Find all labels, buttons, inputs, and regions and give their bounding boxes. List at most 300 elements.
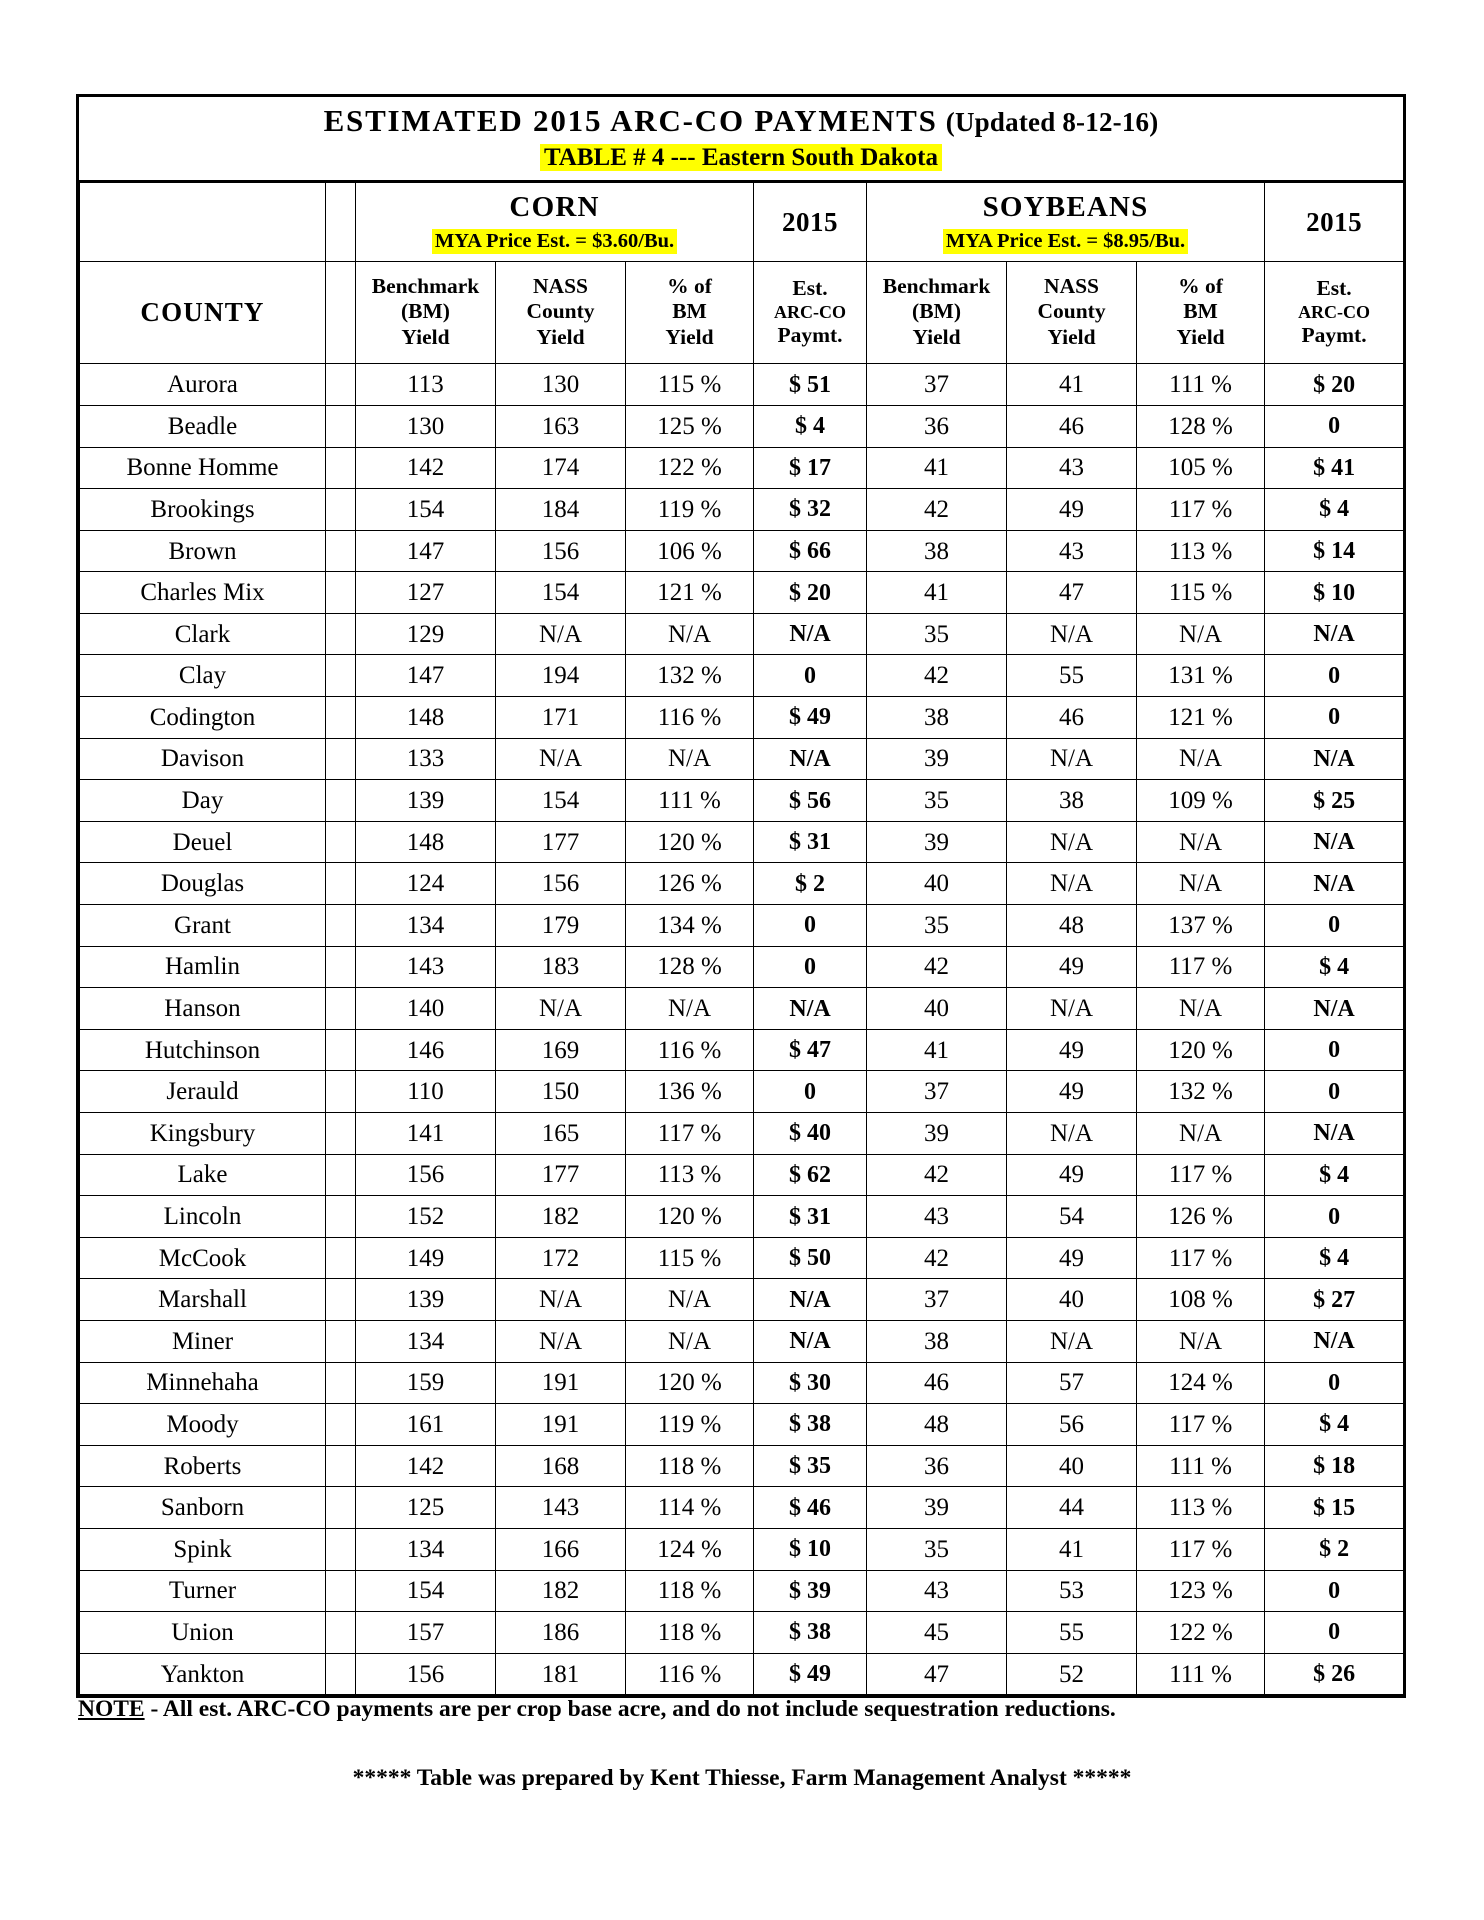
soy-bm-yield: 42 <box>867 946 1007 988</box>
soy-pct-bm: 109 % <box>1137 780 1265 822</box>
corn-bm-yield: 140 <box>356 988 496 1030</box>
corn-bm-yield: 133 <box>356 738 496 780</box>
corn-bm-yield: 141 <box>356 1113 496 1155</box>
table-row <box>80 988 1404 1030</box>
corn-pct-bm: 117 % <box>626 1113 754 1155</box>
corn-nass-line3: Yield <box>536 325 585 350</box>
soy-arc-co-payment: $ 18 <box>1265 1445 1404 1487</box>
corn-nass-line1: NASS <box>533 273 588 298</box>
corn-arc-co-payment: 0 <box>754 655 867 697</box>
group-county-blank <box>80 183 326 262</box>
soy-bm-yield: 40 <box>867 863 1007 905</box>
corn-pct-bm: 119 % <box>626 1404 754 1446</box>
county-name: Deuel <box>80 821 326 863</box>
table-row <box>80 738 1404 780</box>
row-gap <box>326 1154 356 1196</box>
soy-pct-bm: 108 % <box>1137 1279 1265 1321</box>
corn-bm-yield: 142 <box>356 447 496 489</box>
corn-pct-bm: N/A <box>626 613 754 655</box>
row-gap <box>326 1029 356 1071</box>
soy-nass-yield: 52 <box>1007 1653 1137 1695</box>
soy-pct-line1: % of <box>1178 273 1223 298</box>
soy-pct-bm: 126 % <box>1137 1196 1265 1238</box>
corn-pct-bm: 126 % <box>626 863 754 905</box>
soy-arc-co-payment: 0 <box>1265 405 1404 447</box>
corn-arc-co-payment: $ 49 <box>754 1653 867 1695</box>
soy-nass-yield: 40 <box>1007 1445 1137 1487</box>
table-row <box>80 1445 1404 1487</box>
soy-bm-yield: 39 <box>867 738 1007 780</box>
corn-pct-bm: 114 % <box>626 1487 754 1529</box>
corn-bm-yield: 134 <box>356 1320 496 1362</box>
soybeans-mya-price: MYA Price Est. = $8.95/Bu. <box>943 229 1188 254</box>
corn-pct-bm: 132 % <box>626 655 754 697</box>
soy-pct-bm: 111 % <box>1137 1445 1265 1487</box>
soy-nass-yield: 49 <box>1007 489 1137 531</box>
county-name: Charles Mix <box>80 572 326 614</box>
row-gap <box>326 1113 356 1155</box>
soy-bm-yield: 42 <box>867 1237 1007 1279</box>
corn-bm-yield: 113 <box>356 364 496 406</box>
row-gap <box>326 1071 356 1113</box>
county-name: Hamlin <box>80 946 326 988</box>
soy-arc-co-payment: 0 <box>1265 905 1404 947</box>
soy-arc-co-payment: $ 14 <box>1265 530 1404 572</box>
corn-arc-co-payment: $ 62 <box>754 1154 867 1196</box>
table-row <box>80 863 1404 905</box>
soy-pct-bm: 117 % <box>1137 1154 1265 1196</box>
soy-bm-yield: 38 <box>867 697 1007 739</box>
row-gap <box>326 489 356 531</box>
soy-arc-co-payment: 0 <box>1265 1196 1404 1238</box>
soy-pct-bm: 120 % <box>1137 1029 1265 1071</box>
col-header-soy-pct <box>1137 262 1265 364</box>
document-subtitle-line <box>79 144 1403 173</box>
county-name: Brookings <box>80 489 326 531</box>
row-gap <box>326 447 356 489</box>
soy-arc-co-payment: 0 <box>1265 655 1404 697</box>
corn-pct-bm: 115 % <box>626 364 754 406</box>
corn-bm-yield: 148 <box>356 697 496 739</box>
soy-nass-yield: 43 <box>1007 530 1137 572</box>
county-name: Clay <box>80 655 326 697</box>
corn-bm-yield: 148 <box>356 821 496 863</box>
row-gap <box>326 1445 356 1487</box>
corn-bm-yield: 154 <box>356 489 496 531</box>
soy-bm-yield: 39 <box>867 1487 1007 1529</box>
soy-arc-co-payment: $ 10 <box>1265 572 1404 614</box>
soy-pay-line2: ARC-CO <box>1298 301 1371 322</box>
corn-arc-co-payment: N/A <box>754 1320 867 1362</box>
soy-arc-co-payment: 0 <box>1265 697 1404 739</box>
soy-nass-yield: 43 <box>1007 447 1137 489</box>
soy-nass-yield: 49 <box>1007 946 1137 988</box>
soy-bm-yield: 42 <box>867 655 1007 697</box>
county-name: Roberts <box>80 1445 326 1487</box>
corn-nass-yield: N/A <box>496 738 626 780</box>
corn-nass-yield: 179 <box>496 905 626 947</box>
county-name: McCook <box>80 1237 326 1279</box>
corn-arc-co-payment: N/A <box>754 738 867 780</box>
soy-bm-yield: 39 <box>867 1113 1007 1155</box>
corn-arc-co-payment: $ 35 <box>754 1445 867 1487</box>
corn-nass-yield: 143 <box>496 1487 626 1529</box>
corn-nass-yield: 182 <box>496 1196 626 1238</box>
soy-pct-bm: 121 % <box>1137 697 1265 739</box>
county-name: Marshall <box>80 1279 326 1321</box>
soy-nass-yield: 54 <box>1007 1196 1137 1238</box>
county-name: Beadle <box>80 405 326 447</box>
corn-arc-co-payment: N/A <box>754 613 867 655</box>
corn-nass-yield: 183 <box>496 946 626 988</box>
soy-bm-yield: 35 <box>867 905 1007 947</box>
corn-pct-line1: % of <box>667 273 712 298</box>
table-row <box>80 572 1404 614</box>
col-header-soy-benchmark <box>867 262 1007 364</box>
soy-pct-bm: N/A <box>1137 821 1265 863</box>
row-gap <box>326 988 356 1030</box>
corn-arc-co-payment: $ 32 <box>754 489 867 531</box>
corn-arc-co-payment: N/A <box>754 1279 867 1321</box>
soy-nass-yield: N/A <box>1007 1113 1137 1155</box>
corn-pct-bm: 116 % <box>626 1029 754 1071</box>
soy-nass-yield: 53 <box>1007 1570 1137 1612</box>
soy-nass-yield: 49 <box>1007 1071 1137 1113</box>
soy-bm-yield: 45 <box>867 1612 1007 1654</box>
table-row <box>80 364 1404 406</box>
row-gap <box>326 1487 356 1529</box>
table-frame <box>76 94 1406 1698</box>
soy-pct-bm: 132 % <box>1137 1071 1265 1113</box>
group-header-soybeans <box>867 183 1265 262</box>
corn-pct-bm: N/A <box>626 738 754 780</box>
title-updated: (Updated 8-12-16) <box>945 107 1159 137</box>
group-header-corn <box>356 183 754 262</box>
table-row <box>80 613 1404 655</box>
corn-pct-bm: 118 % <box>626 1445 754 1487</box>
corn-nass-yield: 154 <box>496 780 626 822</box>
corn-label: CORN <box>509 190 600 223</box>
soy-nass-yield: 49 <box>1007 1154 1137 1196</box>
soy-arc-co-payment: 0 <box>1265 1071 1404 1113</box>
col-header-corn-benchmark <box>356 262 496 364</box>
corn-nass-yield: 177 <box>496 821 626 863</box>
corn-nass-yield: 174 <box>496 447 626 489</box>
soy-bm-yield: 41 <box>867 447 1007 489</box>
corn-bm-yield: 124 <box>356 863 496 905</box>
soy-arc-co-payment: N/A <box>1265 988 1404 1030</box>
soy-pct-bm: 117 % <box>1137 1528 1265 1570</box>
table-row <box>80 1404 1404 1446</box>
corn-arc-co-payment: $ 38 <box>754 1404 867 1446</box>
corn-bm-line1: Benchmark <box>371 273 480 298</box>
row-gap <box>326 1196 356 1238</box>
table-row <box>80 1029 1404 1071</box>
corn-arc-co-payment: $ 47 <box>754 1029 867 1071</box>
soy-nass-yield: 49 <box>1007 1237 1137 1279</box>
corn-pct-bm: 122 % <box>626 447 754 489</box>
soy-nass-yield: N/A <box>1007 1320 1137 1362</box>
soy-pct-bm: 123 % <box>1137 1570 1265 1612</box>
corn-bm-yield: 129 <box>356 613 496 655</box>
corn-pct-bm: N/A <box>626 1320 754 1362</box>
county-name: Yankton <box>80 1653 326 1695</box>
soy-bm-yield: 37 <box>867 364 1007 406</box>
soy-bm-yield: 43 <box>867 1196 1007 1238</box>
table-row <box>80 1279 1404 1321</box>
col-header-corn-payment <box>754 262 867 364</box>
soy-pct-bm: 122 % <box>1137 1612 1265 1654</box>
corn-arc-co-payment: 0 <box>754 1071 867 1113</box>
soy-bm-yield: 46 <box>867 1362 1007 1404</box>
table-row <box>80 1653 1404 1695</box>
table-row <box>80 1570 1404 1612</box>
corn-pct-bm: 134 % <box>626 905 754 947</box>
county-header-label: COUNTY <box>140 296 265 327</box>
document-title <box>79 103 1403 140</box>
corn-pct-bm: 118 % <box>626 1570 754 1612</box>
corn-pct-bm: 120 % <box>626 1362 754 1404</box>
county-name: Bonne Homme <box>80 447 326 489</box>
corn-nass-yield: 182 <box>496 1570 626 1612</box>
soy-pct-bm: 113 % <box>1137 530 1265 572</box>
corn-arc-co-payment: 0 <box>754 946 867 988</box>
county-name: Union <box>80 1612 326 1654</box>
soy-bm-yield: 38 <box>867 1320 1007 1362</box>
soy-arc-co-payment: 0 <box>1265 1362 1404 1404</box>
soy-bm-line1: Benchmark <box>882 273 991 298</box>
soy-arc-co-payment: $ 4 <box>1265 1404 1404 1446</box>
corn-pct-bm: 113 % <box>626 1154 754 1196</box>
soy-bm-yield: 37 <box>867 1071 1007 1113</box>
group-header-soy-year <box>1265 183 1404 262</box>
soy-bm-yield: 35 <box>867 613 1007 655</box>
soy-arc-co-payment: $ 4 <box>1265 489 1404 531</box>
soy-pct-bm: 117 % <box>1137 1404 1265 1446</box>
corn-nass-yield: 154 <box>496 572 626 614</box>
row-gap <box>326 863 356 905</box>
corn-bm-line2: (BM) <box>401 299 450 324</box>
soy-nass-yield: 46 <box>1007 405 1137 447</box>
soy-nass-yield: N/A <box>1007 821 1137 863</box>
corn-bm-yield: 134 <box>356 1528 496 1570</box>
corn-arc-co-payment: $ 39 <box>754 1570 867 1612</box>
soy-nass-yield: 44 <box>1007 1487 1137 1529</box>
corn-bm-yield: 127 <box>356 572 496 614</box>
corn-arc-co-payment: 0 <box>754 905 867 947</box>
corn-nass-yield: 165 <box>496 1113 626 1155</box>
corn-nass-yield: 177 <box>496 1154 626 1196</box>
county-name: Moody <box>80 1404 326 1446</box>
soy-pct-bm: 131 % <box>1137 655 1265 697</box>
corn-pct-bm: 124 % <box>626 1528 754 1570</box>
soy-nass-yield: 38 <box>1007 780 1137 822</box>
corn-nass-yield: 130 <box>496 364 626 406</box>
soy-arc-co-payment: $ 4 <box>1265 1237 1404 1279</box>
county-name: Day <box>80 780 326 822</box>
county-name: Lincoln <box>80 1196 326 1238</box>
soy-bm-yield: 41 <box>867 572 1007 614</box>
soy-bm-yield: 43 <box>867 1570 1007 1612</box>
soy-arc-co-payment: $ 20 <box>1265 364 1404 406</box>
soy-nass-yield: 40 <box>1007 1279 1137 1321</box>
soy-pct-bm: 115 % <box>1137 572 1265 614</box>
corn-arc-co-payment: $ 30 <box>754 1362 867 1404</box>
corn-nass-yield: 156 <box>496 530 626 572</box>
corn-bm-yield: 110 <box>356 1071 496 1113</box>
soy-bm-yield: 42 <box>867 489 1007 531</box>
corn-arc-co-payment: $ 4 <box>754 405 867 447</box>
county-name: Turner <box>80 1570 326 1612</box>
soy-arc-co-payment: $ 4 <box>1265 1154 1404 1196</box>
corn-pct-bm: 118 % <box>626 1612 754 1654</box>
soy-pct-bm: 117 % <box>1137 1237 1265 1279</box>
table-row <box>80 1320 1404 1362</box>
corn-nass-yield: 186 <box>496 1612 626 1654</box>
county-name: Miner <box>80 1320 326 1362</box>
row-gap <box>326 405 356 447</box>
soy-nass-yield: N/A <box>1007 988 1137 1030</box>
table-row <box>80 405 1404 447</box>
row-gap <box>326 364 356 406</box>
table-row <box>80 1237 1404 1279</box>
row-gap <box>326 1237 356 1279</box>
row-gap <box>326 1320 356 1362</box>
corn-pct-bm: 115 % <box>626 1237 754 1279</box>
corn-arc-co-payment: $ 51 <box>754 364 867 406</box>
corn-bm-yield: 156 <box>356 1154 496 1196</box>
corn-pct-bm: 120 % <box>626 1196 754 1238</box>
corn-bm-yield: 139 <box>356 1279 496 1321</box>
row-gap <box>326 1612 356 1654</box>
note-text: - All est. ARC-CO payments are per crop base acre, and do not include sequestration reductions. <box>144 1696 1116 1722</box>
corn-nass-yield: 163 <box>496 405 626 447</box>
corn-bm-yield: 139 <box>356 780 496 822</box>
table-row <box>80 1528 1404 1570</box>
col-header-corn-nass <box>496 262 626 364</box>
soy-nass-yield: 56 <box>1007 1404 1137 1446</box>
corn-bm-yield: 154 <box>356 1570 496 1612</box>
soy-bm-line3: Yield <box>912 325 961 350</box>
corn-bm-yield: 159 <box>356 1362 496 1404</box>
soy-bm-yield: 39 <box>867 821 1007 863</box>
table-row <box>80 1487 1404 1529</box>
table-row <box>80 447 1404 489</box>
corn-arc-co-payment: $ 50 <box>754 1237 867 1279</box>
corn-bm-yield: 143 <box>356 946 496 988</box>
county-name: Jerauld <box>80 1071 326 1113</box>
corn-bm-yield: 146 <box>356 1029 496 1071</box>
corn-arc-co-payment: $ 31 <box>754 821 867 863</box>
soy-arc-co-payment: N/A <box>1265 738 1404 780</box>
soybeans-label: SOYBEANS <box>982 190 1149 223</box>
county-name: Kingsbury <box>80 1113 326 1155</box>
table-body <box>80 364 1404 1695</box>
county-name: Davison <box>80 738 326 780</box>
table-row <box>80 697 1404 739</box>
corn-arc-co-payment: $ 20 <box>754 572 867 614</box>
row-gap <box>326 1653 356 1695</box>
group-gap-blank <box>326 183 356 262</box>
soy-bm-yield: 37 <box>867 1279 1007 1321</box>
soy-nass-yield: 46 <box>1007 697 1137 739</box>
corn-arc-co-payment: $ 10 <box>754 1528 867 1570</box>
row-gap <box>326 1362 356 1404</box>
soy-nass-yield: 49 <box>1007 1029 1137 1071</box>
row-gap <box>326 613 356 655</box>
corn-nass-yield: 166 <box>496 1528 626 1570</box>
corn-pct-bm: 128 % <box>626 946 754 988</box>
soy-arc-co-payment: 0 <box>1265 1570 1404 1612</box>
corn-nass-yield: N/A <box>496 1279 626 1321</box>
soy-nass-line2: County <box>1037 299 1106 324</box>
soy-arc-co-payment: 0 <box>1265 1029 1404 1071</box>
corn-bm-yield: 157 <box>356 1612 496 1654</box>
group-header-row <box>80 183 1404 262</box>
corn-bm-yield: 149 <box>356 1237 496 1279</box>
corn-bm-yield: 130 <box>356 405 496 447</box>
col-header-corn-pct <box>626 262 754 364</box>
corn-pct-bm: 136 % <box>626 1071 754 1113</box>
soy-arc-co-payment: $ 25 <box>1265 780 1404 822</box>
corn-bm-yield: 156 <box>356 1653 496 1695</box>
soy-pct-bm: 113 % <box>1137 1487 1265 1529</box>
corn-year-label: 2015 <box>782 206 839 237</box>
corn-pct-bm: 111 % <box>626 780 754 822</box>
soy-arc-co-payment: N/A <box>1265 1320 1404 1362</box>
corn-bm-yield: 147 <box>356 655 496 697</box>
corn-pct-bm: 125 % <box>626 405 754 447</box>
soy-pct-bm: 128 % <box>1137 405 1265 447</box>
soy-pct-bm: 111 % <box>1137 364 1265 406</box>
corn-bm-yield: 152 <box>356 1196 496 1238</box>
col-header-soy-nass <box>1007 262 1137 364</box>
table-row <box>80 1071 1404 1113</box>
corn-nass-yield: 150 <box>496 1071 626 1113</box>
soy-nass-yield: N/A <box>1007 863 1137 905</box>
soy-pct-bm: N/A <box>1137 738 1265 780</box>
corn-arc-co-payment: $ 49 <box>754 697 867 739</box>
soy-arc-co-payment: N/A <box>1265 613 1404 655</box>
soy-nass-yield: N/A <box>1007 613 1137 655</box>
soy-arc-co-payment: $ 27 <box>1265 1279 1404 1321</box>
table-row <box>80 780 1404 822</box>
note-label: NOTE <box>78 1696 145 1722</box>
soy-pct-line3: Yield <box>1176 325 1225 350</box>
county-name: Spink <box>80 1528 326 1570</box>
soy-arc-co-payment: N/A <box>1265 821 1404 863</box>
county-name: Aurora <box>80 364 326 406</box>
corn-nass-line2: County <box>526 299 595 324</box>
soy-bm-yield: 41 <box>867 1029 1007 1071</box>
row-gap <box>326 530 356 572</box>
table-row <box>80 946 1404 988</box>
soy-pct-bm: 124 % <box>1137 1362 1265 1404</box>
soy-bm-yield: 36 <box>867 405 1007 447</box>
corn-arc-co-payment: $ 56 <box>754 780 867 822</box>
row-gap <box>326 1279 356 1321</box>
corn-pct-bm: 121 % <box>626 572 754 614</box>
county-name: Hanson <box>80 988 326 1030</box>
soy-arc-co-payment: $ 41 <box>1265 447 1404 489</box>
table-row <box>80 530 1404 572</box>
soy-pct-bm: N/A <box>1137 863 1265 905</box>
corn-pct-line2: BM <box>672 299 707 324</box>
county-name: Sanborn <box>80 1487 326 1529</box>
corn-bm-yield: 134 <box>356 905 496 947</box>
soy-pct-bm: N/A <box>1137 1113 1265 1155</box>
table-row <box>80 1612 1404 1654</box>
